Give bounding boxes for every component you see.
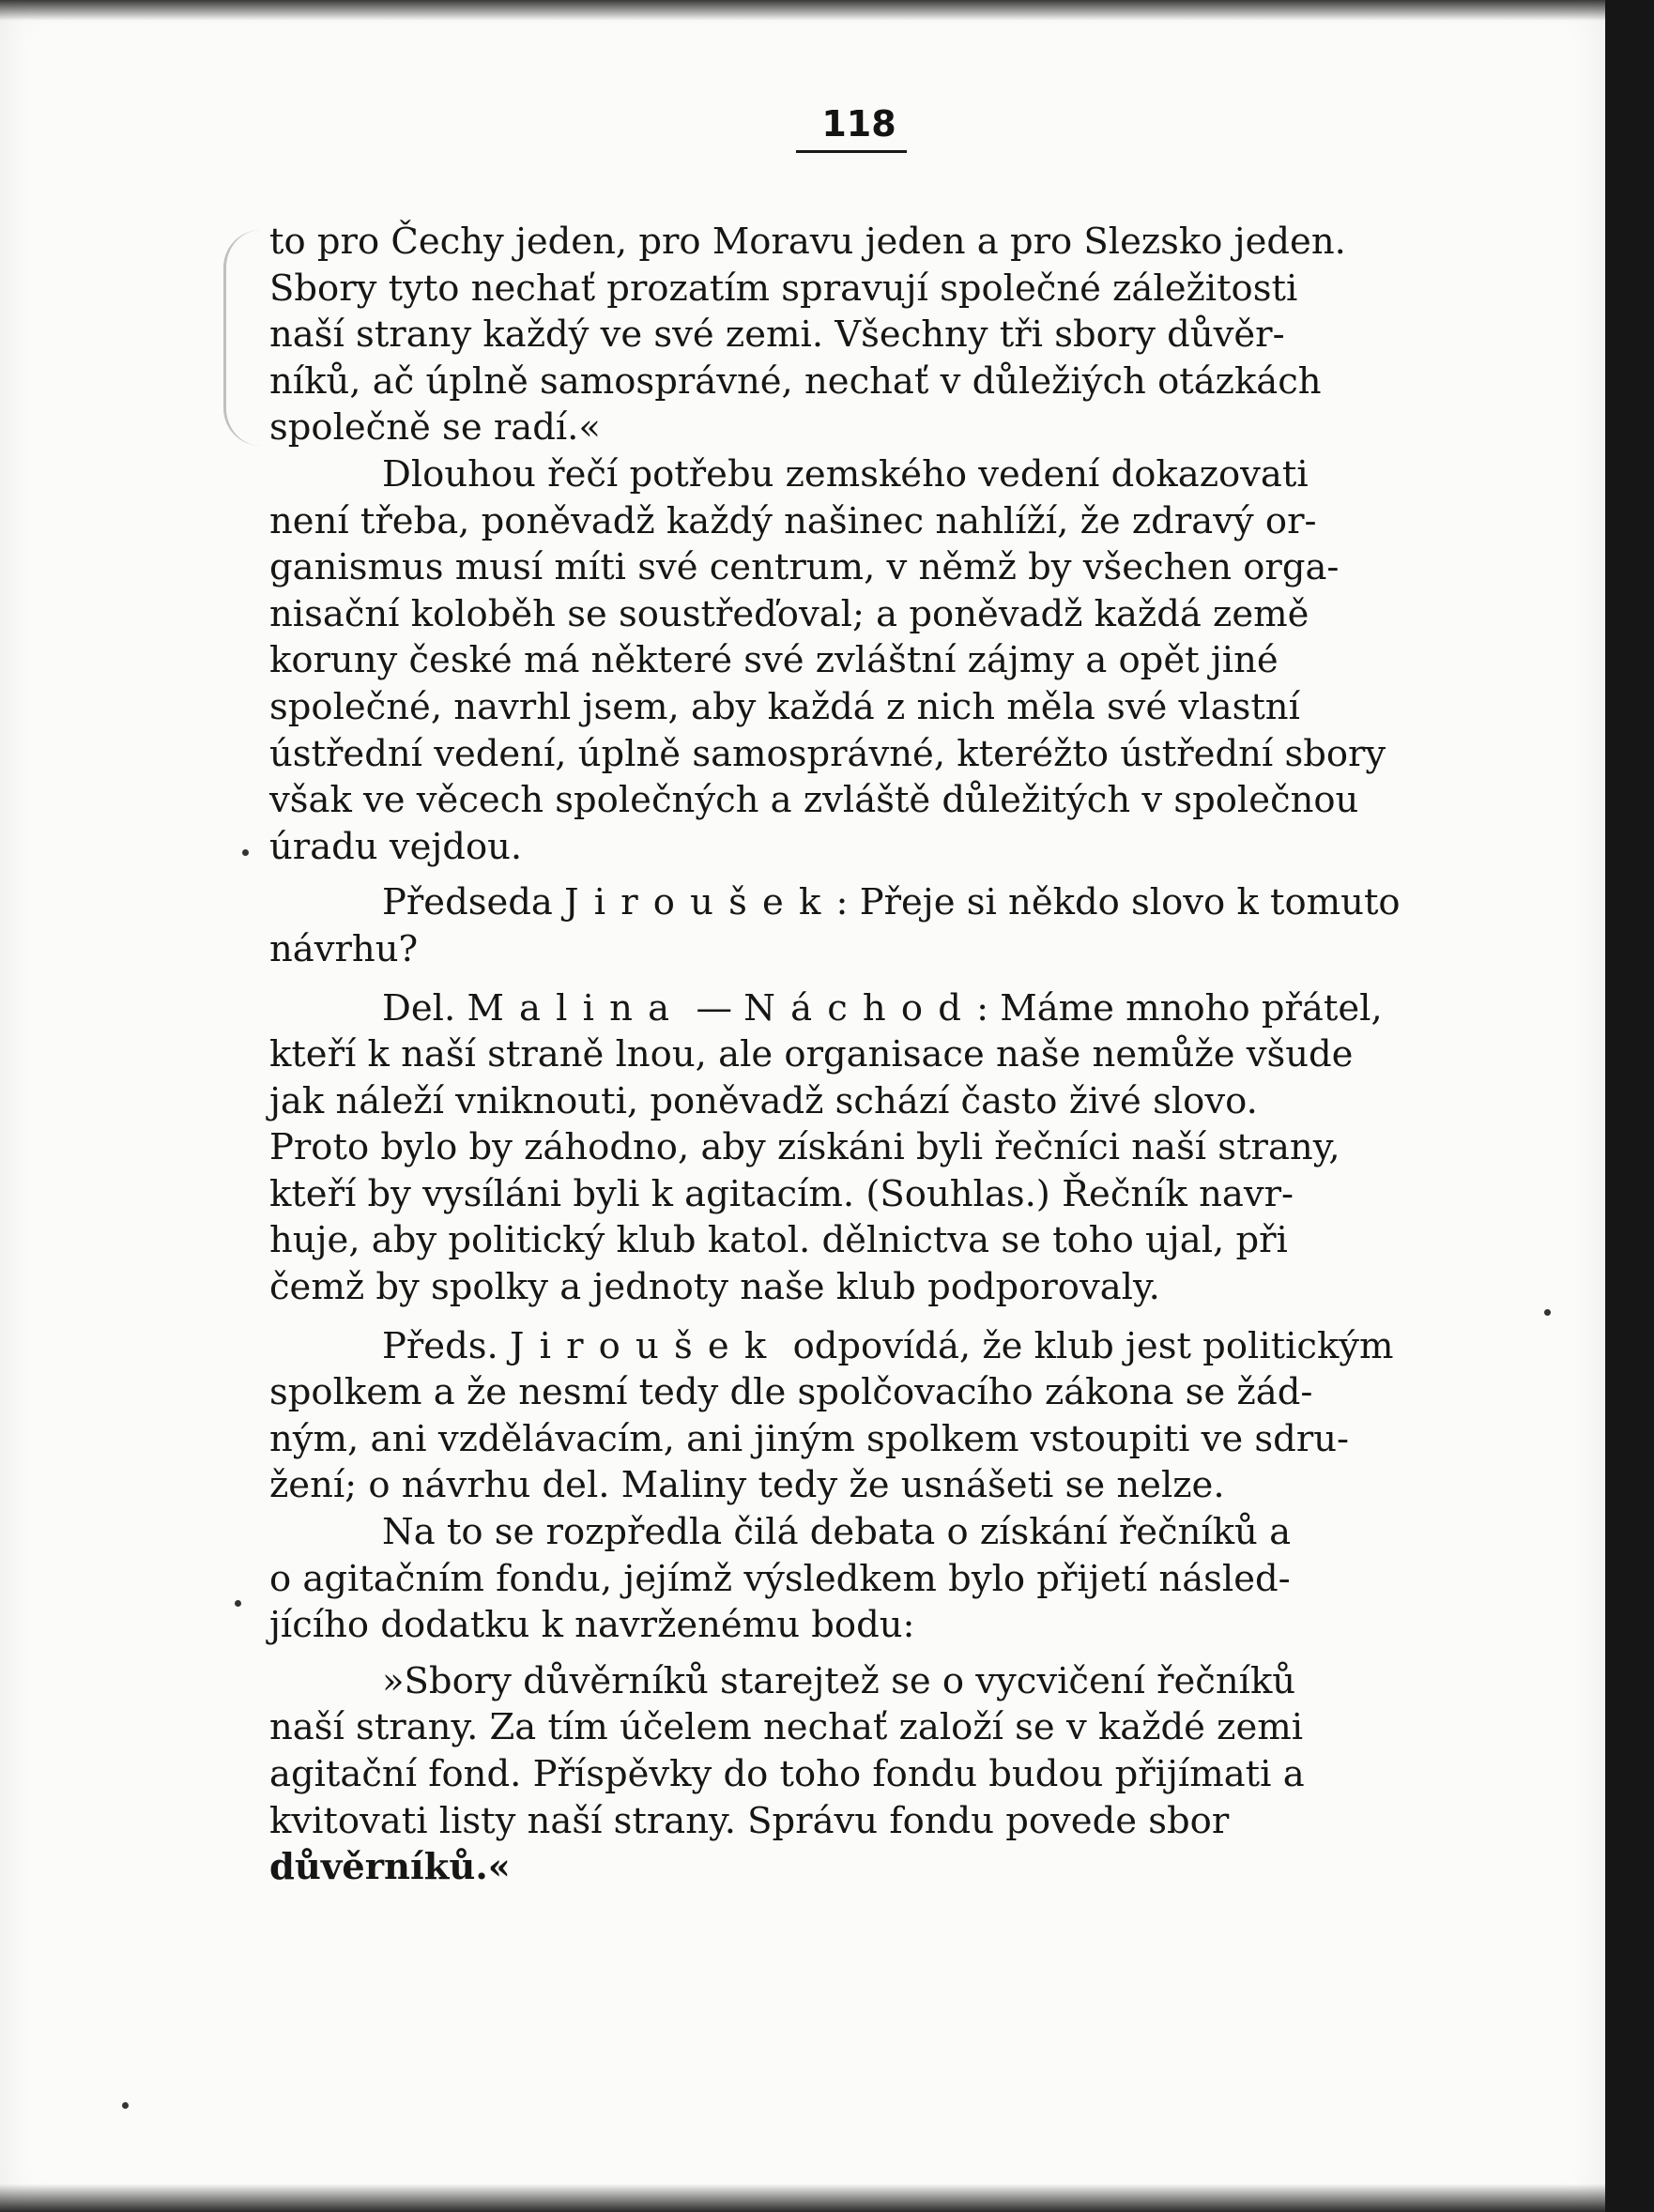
paragraph-delegate-malina: Del. Malina — Náchod: Máme mnoho přátel, kteří k naší straně lnou, ale organisace naše nemůže všude jak náleží vniknouti, poněvadž schází často živé slovo. Proto bylo by záhodno, aby získáni byli řečníci naší strany, kteří by vysíláni byli k agitacím. (Souhlas.) Řečník navr- huje, aby politický klub katol. dělnictva se toho ujal, při čemž by spolky a jednoty naše klub podporovaly. — [269, 986, 1383, 1309]
paragraph-debate: Na to se rozpředla čilá debata o získání řečníků a o agitačním fondu, jejímž výsledkem bylo přijetí násled- jícího dodatku k navrženému bodu: — [269, 1511, 1292, 1647]
page-bottom-edge — [0, 2184, 1605, 2212]
paragraph-chairman-reply: Předs. Jiroušek odpovídá, že klub jest politickým spolkem a že nesmí tedy dle spolčovacího zákona se žád- ným, ani vzdělávacím, ani jiným spolkem vstoupiti ve sdru- žení; o návrhu del. Maliny tedy že usnášeti se nelze. — [269, 1324, 1394, 1507]
margin-dot — [242, 849, 249, 856]
paragraph-2: Dlouhou řečí potřebu zemského vedení dokazovati není třeba, poněvadž každý našinec nahlíží, že zdravý or- ganismus musí míti své centrum, v němž by všechen orga- nisační koloběh se soustřeďoval; a poněvadž každá země koruny české má některé své zvláštní zájmy a opět jiné společné, navrhl jsem, aby každá z nich měla své vlastní ústřední vedení, úplně samosprávné, kteréžto ústřední sbory však ve věcech společných a zvláště důležitých v společnou úradu vejdou. — [269, 452, 1386, 868]
paragraph-amendment-quote: »Sbory důvěrníků starejtež se o vycvičení řečníků naší strany. Za tím účelem nechať založí se v každé zemi agitační fond. Příspěvky do toho fondu budou přijímati a kvitovati listy naší strany. Správu fondu povede sbor důvěrníků.« — [269, 1659, 1305, 1889]
page-top-edge — [0, 0, 1605, 21]
speaker-name: Jiroušek — [564, 881, 836, 924]
paragraph-1: to pro Čechy jeden, pro Moravu jeden a pro Slezsko jeden. Sbory tyto nechať prozatím spravují společné záležitosti naší strany každý ve své zemi. Všechny tři sbory důvěr- níků, ač úplně samosprávné, nechať v důležiých otázkách společně se radí.« — [269, 221, 1346, 450]
body-text — [269, 219, 1435, 1891]
margin-dot — [122, 2102, 129, 2109]
page-number: 118 — [821, 103, 896, 145]
page-number-rule — [796, 150, 907, 153]
margin-pencil-mark — [223, 230, 264, 446]
speaker-name: Jiroušek — [509, 1324, 782, 1367]
speaker-town: Náchod — [743, 986, 977, 1030]
margin-dot — [235, 1600, 241, 1607]
paragraph-chairman-question: Předseda Jiroušek: Přeje si někdo slovo k tomuto návrhu? — [269, 881, 1401, 970]
margin-dot — [1544, 1309, 1551, 1316]
speaker-name: Malina — [467, 986, 685, 1030]
